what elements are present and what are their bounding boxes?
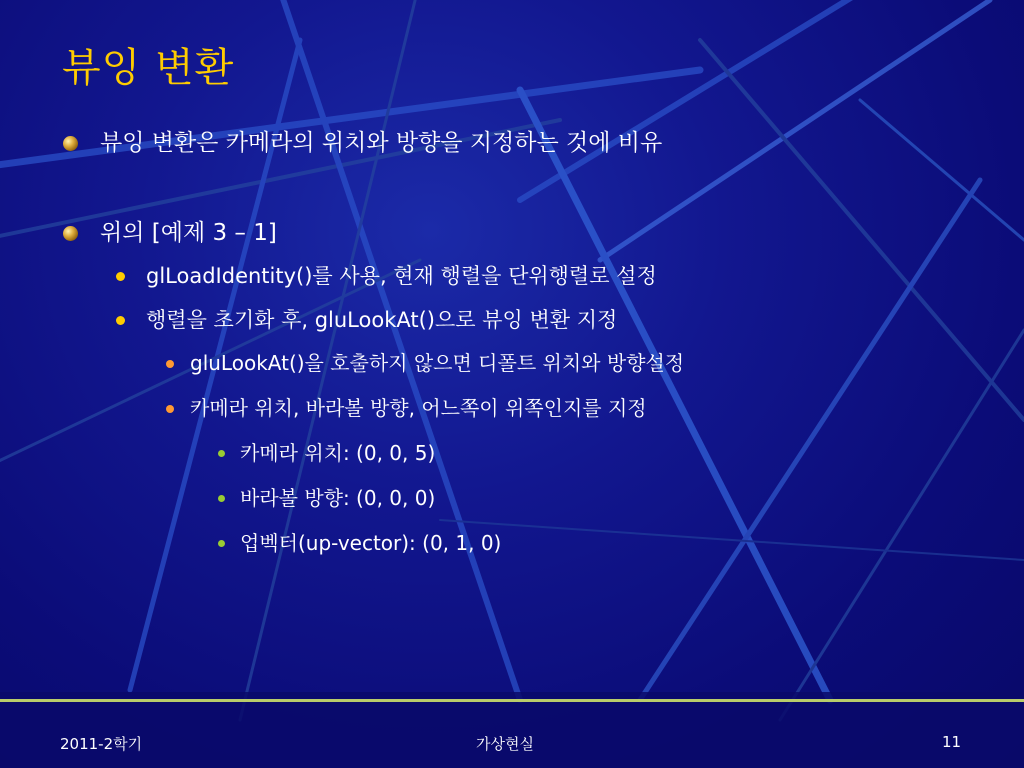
bullet-dot-icon [166, 360, 174, 368]
footer-course: 가상현실 [476, 735, 534, 753]
footer-semester: 2011-2학기 [60, 735, 143, 753]
bullet-text-level3: 카메라 위치, 바라볼 방향, 어느쪽이 위쪽인지를 지정 [190, 396, 647, 420]
bullet-text-level4: 카메라 위치: (0, 0, 5) [240, 441, 436, 465]
bullet-text-level2: glLoadIdentity()를 사용, 현재 행렬을 단위행렬로 설정 [146, 264, 657, 288]
footer-page-number: 11 [942, 733, 962, 751]
bullet-ball-icon [63, 136, 78, 151]
bullet-dot-icon [116, 272, 125, 281]
bullet-text-level4: 업벡터(up-vector): (0, 1, 0) [240, 531, 502, 555]
bullet-text-level4: 바라볼 방향: (0, 0, 0) [240, 486, 436, 510]
slide-title: 뷰잉 변환 [62, 45, 235, 91]
bullet-dot-icon [166, 405, 174, 413]
bullet-dot-icon [218, 540, 225, 547]
bullet-text-level3: gluLookAt()을 호출하지 않으면 디폴트 위치와 방향설정 [190, 351, 685, 375]
bullet-ball-icon [63, 226, 78, 241]
bullet-dot-icon [218, 450, 225, 457]
footer-divider [0, 699, 1024, 702]
bullet-dot-icon [218, 495, 225, 502]
bullet-text-level1: 위의 [예제 3 – 1] [100, 220, 277, 246]
bullet-dot-icon [116, 316, 125, 325]
bullet-text-level2: 행렬을 초기화 후, gluLookAt()으로 뷰잉 변환 지정 [146, 308, 618, 332]
bullet-text-level1: 뷰잉 변환은 카메라의 위치와 방향을 지정하는 것에 비유 [100, 130, 663, 156]
